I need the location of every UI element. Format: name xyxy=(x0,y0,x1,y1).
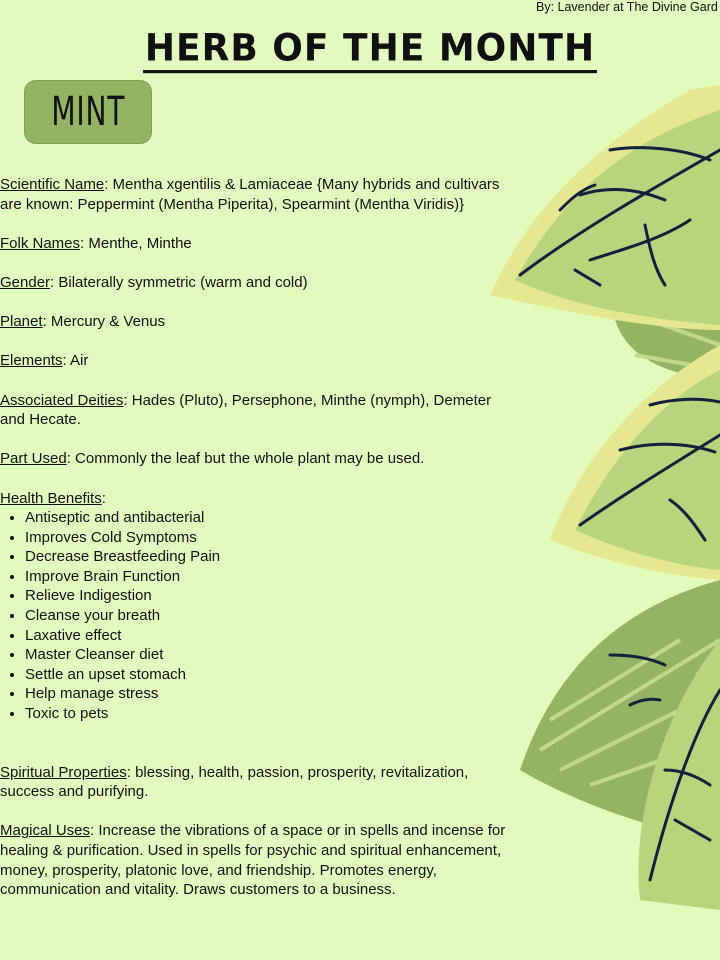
health-benefits-heading xyxy=(0,489,520,509)
field-value: : blessing, health, passion, prosperity, revitalization, success and purifying. xyxy=(0,763,469,801)
field-value: : Hades (Pluto), Persephone, Minthe (nymph), Demeter and Hecate. xyxy=(0,391,492,429)
health-benefits-list xyxy=(0,508,520,724)
field-value: : Bilaterally symmetric (warm and cold) xyxy=(50,273,308,291)
list-item: • Toxic to pets xyxy=(25,704,520,724)
field-label: Spiritual Properties xyxy=(0,763,127,781)
magical-uses-line xyxy=(0,821,520,899)
field-label: Planet xyxy=(0,313,43,331)
field-value: : xyxy=(101,489,106,507)
planet-line xyxy=(0,312,520,332)
list-item: • Master Cleanser diet xyxy=(25,645,520,665)
field-value: : Air xyxy=(62,352,89,370)
list-item: • Decrease Breastfeeding Pain xyxy=(25,547,520,567)
field-label: Gender xyxy=(0,273,51,291)
part-used-line xyxy=(0,449,520,469)
elements-line xyxy=(0,351,520,371)
field-label: Folk Names xyxy=(0,234,81,252)
field-label: Health Benefits xyxy=(0,489,102,507)
list-item: • Cleanse your breath xyxy=(25,606,520,626)
deities-line xyxy=(0,391,520,430)
herb-details xyxy=(0,175,520,919)
field-value: : Menthe, Minthe xyxy=(80,234,192,252)
list-item: • Laxative effect xyxy=(25,626,520,646)
list-item: • Improves Cold Symptoms xyxy=(25,528,520,548)
gender-line xyxy=(0,273,520,293)
field-label: Part Used xyxy=(0,450,67,468)
spiritual-properties-line xyxy=(0,763,520,802)
field-label: Associated Deities xyxy=(0,391,124,409)
list-item: • Antiseptic and antibacterial xyxy=(25,508,520,528)
field-label: Magical Uses xyxy=(0,822,91,840)
field-value: : Mercury & Venus xyxy=(42,313,166,331)
list-item: • Settle an upset stomach xyxy=(25,665,520,685)
page-title: HERB OF THE MONTH xyxy=(0,27,720,70)
field-value: : Mentha xgentilis & Lamiaceae {Many hybrids and cultivars are known: Peppermint (Mentha Piperita), Spearmint (Mentha Viridis)} xyxy=(0,176,500,213)
folk-names-line xyxy=(0,234,520,254)
list-item: • Improve Brain Function xyxy=(25,567,520,587)
list-item: • Help manage stress xyxy=(25,684,520,704)
field-value: : Commonly the leaf but the whole plant may be used. xyxy=(66,450,425,468)
field-label: Elements xyxy=(0,352,63,370)
byline: By: Lavender at The Divine Gard xyxy=(536,0,718,14)
herb-name-badge: MINT xyxy=(24,80,152,144)
field-value: : Increase the vibrations of a space or in spells and incense for healing & purification. Used in spells for psychic and spiritual enhancement, money, prosperity, platonic love, and friendship. Promotes energy, communication and vitality. Draws customers to a business. xyxy=(0,822,506,899)
scientific-name-line xyxy=(0,175,520,214)
list-item: • Relieve Indigestion xyxy=(25,586,520,606)
field-label: Scientific Name xyxy=(0,176,105,193)
